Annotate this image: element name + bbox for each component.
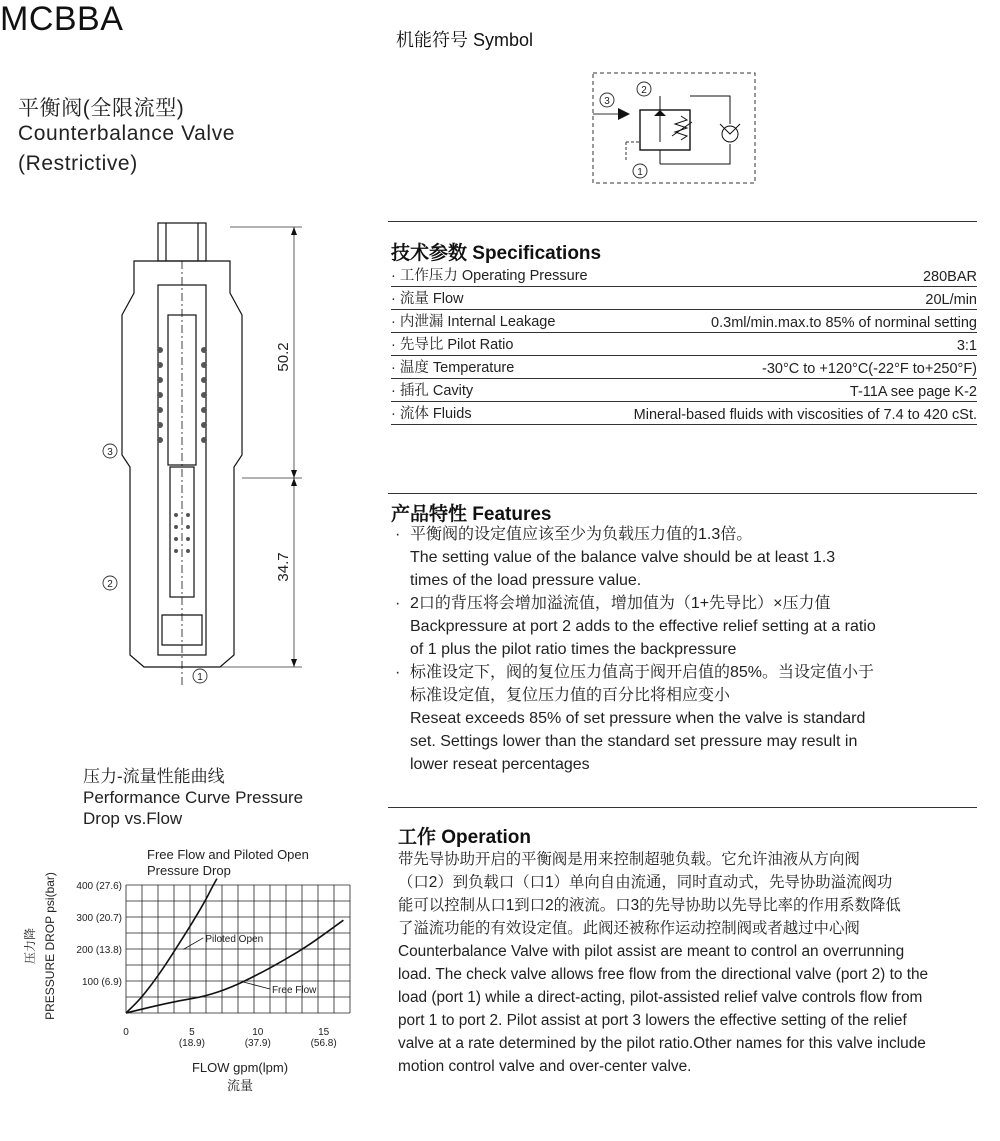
coil [174,525,178,529]
annotation-free-flow: Free Flow [271,985,317,996]
coil [186,513,190,517]
drawing-port1-label: 1 [197,672,203,683]
specs-title: 技术参数 Specifications [391,243,602,264]
coil [201,392,207,398]
title-en-line2: (Restrictive) [18,152,138,175]
feature-en: The setting value of the balance valve should be at least 1.3 [410,549,836,566]
spec-label: · 插孔 Cavity [391,383,474,399]
x-tick-label: 0 [123,1027,129,1038]
coil [174,513,178,517]
title-en-line1: Counterbalance Valve [18,122,236,145]
performance-chart [20,845,380,1105]
coil [201,422,207,428]
feature-en: set. Settings lower than the standard set pressure may result in [410,733,858,750]
feature-en: of 1 plus the pilot ratio times the backpressure [410,641,737,658]
x-axis-label-cn: 流量 [226,1078,254,1093]
symbol-port1-label: 1 [637,167,643,178]
performance-title-cn: 压力-流量性能曲线 [83,767,225,786]
spec-value: Mineral-based fluids with viscosities of 7.4 to 420 cSt. [633,407,977,423]
spec-row [391,311,977,333]
spec-row [391,334,977,356]
feature-cn: 标准设定下，阀的复位压力值高于阀开启值的85%。当设定值小于 [410,664,875,681]
symbol-flow-arrow [654,110,666,116]
symbol-spring [675,116,687,140]
annotation-piloted-open: Piloted Open [205,933,264,945]
operation-line: load. The check valve allows free flow from the directional valve (port 2) to the [398,966,929,983]
y-tick-label: 200 (13.8) [76,945,122,956]
coil [157,392,163,398]
spec-label: · 温度 Temperature [391,360,515,376]
x-tick-sublabel: (56.8) [310,1038,337,1049]
divider-operation-top [388,807,977,808]
spec-value: 0.3ml/min.max.to 85% of norminal setting [711,315,977,331]
operation-line: motion control valve and over-center valve. [398,1058,692,1075]
feature-en: times of the load pressure value. [410,572,642,589]
symbol-port3-label: 3 [604,96,610,107]
features-title: 产品特性 Features [391,504,552,525]
spec-label: · 流体 Fluids [391,406,472,422]
operation-line: （口2）到负载口（口1）单向自由流通，同时直动式，先导协助溢流阀功 [398,874,893,891]
divider-specs-top [388,221,977,222]
symbol-title: 机能符号 Symbol [396,30,534,50]
dim-lower-label: 34.7 [275,552,292,582]
coil [186,525,190,529]
symbol-pilot-arrow [618,108,630,120]
coil [157,407,163,413]
y-tick-label: 400 (27.6) [76,881,122,892]
feature-cn: 平衡阀的设定值应该至少为负载压力值的1.3倍。 [410,526,753,543]
hydraulic-symbol [588,70,760,188]
feature-en: lower reseat percentages [410,756,590,773]
coil [174,537,178,541]
x-tick-sublabel: (37.9) [244,1038,271,1049]
coil [174,549,178,553]
spec-label: · 先导比 Pilot Ratio [391,337,514,353]
dim-arrow [291,659,297,667]
feature-item-2 [395,592,985,661]
y-axis-label-cn: 压力降 [23,927,37,965]
cartridge-drawing [96,215,310,695]
coil [201,347,207,353]
operation-line: Counterbalance Valve with pilot assist are meant to control an overrunning [398,943,905,960]
coil [157,347,163,353]
spec-label: · 流量 Flow [391,291,464,307]
chart-title-line2: Pressure Drop [147,863,231,878]
spec-row [391,403,977,425]
y-axis-label-en: PRESSURE DROP psi(bar) [43,872,57,1020]
x-tick-label: 5 [189,1027,195,1038]
annotation-leader-piloted [183,938,203,950]
spec-label: · 内泄漏 Internal Leakage [391,314,556,330]
spec-value: -30°C to +120°C(-22°F to+250°F) [761,361,977,377]
spec-row [391,380,977,402]
x-tick-label: 15 [318,1027,330,1038]
dim-arrow [291,227,297,235]
coil [157,422,163,428]
symbol-envelope [593,73,755,183]
x-tick-label: 10 [252,1027,264,1038]
x-tick-sublabel: (18.9) [178,1038,205,1049]
chart-title-line1: Free Flow and Piloted Open [147,847,309,862]
spec-value: 280BAR [922,269,977,285]
coil [157,437,163,443]
dim-arrow [291,478,297,486]
symbol-check-line-bottom [660,144,730,164]
spec-row [391,357,977,379]
operation-line: load (port 1) while a direct-acting, pilot-assisted relief valve controls flow from [398,989,923,1006]
series-line-piloted-open [126,879,217,1013]
dim-upper-label: 50.2 [275,342,292,372]
coil [201,377,207,383]
spec-row [391,288,977,310]
y-tick-label: 300 (20.7) [76,913,122,924]
performance-title-en1: Performance Curve Pressure [83,788,304,807]
spec-value: T-11A see page K-2 [849,384,977,400]
dim-arrow [291,470,297,478]
divider-features-top [388,493,977,494]
coil [201,362,207,368]
model-code: MCBBA [0,0,124,38]
operation-line: valve at a rate determined by the pilot ratio.Other names for this valve include [398,1035,926,1052]
bullet: · [395,595,401,612]
performance-title-en2: Drop vs.Flow [83,809,183,828]
coil [186,549,190,553]
coil [157,362,163,368]
symbol-check-line-top [690,96,730,124]
operation-line: 能可以控制从口1到口2的液流。口3的先导协助以先导比率的作用系数降低 [398,897,901,914]
spec-label: · 工作压力 Operating Pressure [391,268,588,284]
performance-title [83,766,303,829]
bullet: · [395,526,401,543]
drawing-port2-label: 2 [107,579,113,590]
hex-nut [158,223,206,261]
y-tick-label: 100 (6.9) [81,977,122,988]
spec-value: 3:1 [956,338,977,354]
annotation-leader-free [242,982,270,989]
feature-item-3 [395,661,985,776]
spec-row [391,265,977,287]
operation-line: 了溢流功能的有效设定值。此阀还被称作运动控制阀或者越过中心阀 [398,920,860,937]
feature-en: Reseat exceeds 85% of set pressure when the valve is standard [410,710,866,727]
coil [186,537,190,541]
operation-body [398,848,996,1078]
coil [157,377,163,383]
feature-cn: 标准设定值，复位压力值的百分比将相应变小 [410,687,731,704]
feature-cn: 2口的背压将会增加溢流值，增加值为（1+先导比）×压力值 [410,595,831,612]
coil [201,437,207,443]
symbol-port2-label: 2 [641,85,647,96]
operation-title: 工作 Operation [398,827,532,848]
spec-value: 20L/min [925,292,977,308]
feature-en: Backpressure at port 2 adds to the effective relief setting at a ratio [410,618,876,635]
feature-item-1 [395,523,985,592]
bullet: · [395,664,401,681]
title-cn: 平衡阀(全限流型) [18,97,185,120]
operation-line: 带先导协助开启的平衡阀是用来控制超驰负载。它允许油液从方向阀 [398,851,860,868]
drawing-port3-label: 3 [107,447,113,458]
x-axis-label-en: FLOW gpm(lpm) [191,1060,289,1075]
operation-line: port 1 to port 2. Pilot assist at port 3 lowers the effective setting of the relief [398,1012,907,1029]
coil [201,407,207,413]
